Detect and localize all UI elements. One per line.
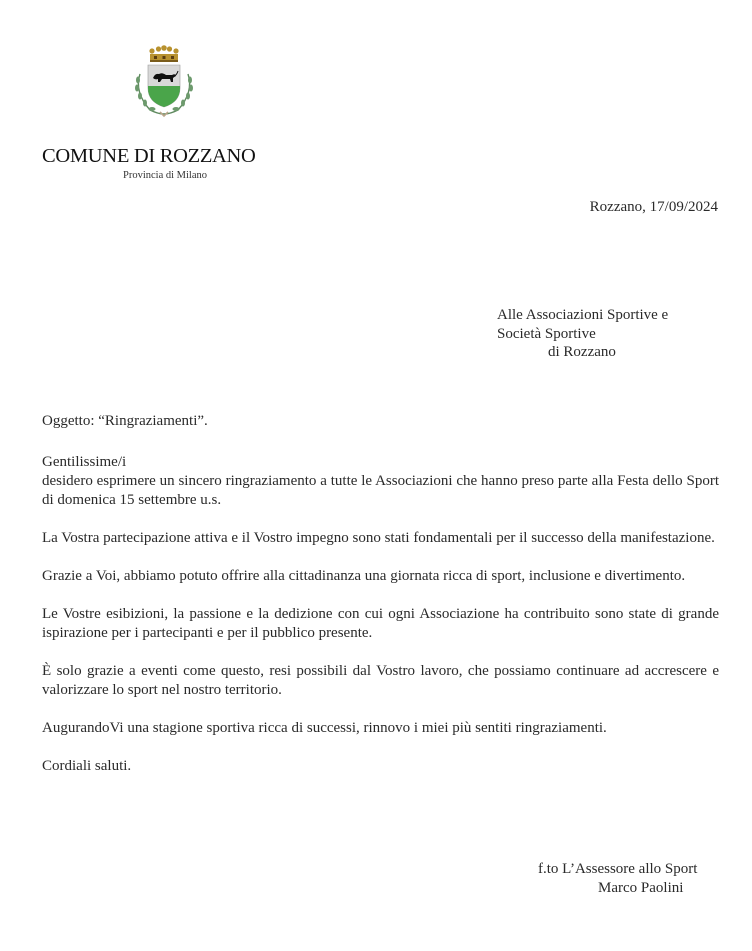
crown-icon — [149, 45, 178, 62]
recipient-line: Società Sportive — [497, 325, 596, 342]
closing: Cordiali saluti. — [42, 758, 132, 774]
recipient-line: Alle Associazioni Sportive e — [497, 307, 669, 323]
body-paragraph: Grazie a Voi, abbiamo potuto offrire alla cittadinanza una giornata ricca di sport, inclusione e divertimento. — [42, 568, 686, 584]
letter-body — [42, 453, 719, 795]
body-paragraph: È solo grazie a eventi come questo, resi possibili dal Vostro lavoro, che possiamo continuare ad accrescere e valorizzare lo sport nel nostro territorio. — [42, 663, 719, 698]
body-paragraph: Le Vostre esibizioni, la passione e la dedizione con cui ogni Associazione ha contribuito sono state di grande ispirazione per i partecipanti e per il pubblico presente. — [42, 606, 719, 641]
signature-name: Marco Paolini — [598, 880, 684, 896]
body-paragraph: AugurandoVi una stagione sportiva ricca di successi, rinnovo i miei più sentiti ringraziamenti. — [42, 720, 607, 736]
signature-title: f.to L’Assessore allo Sport — [538, 861, 698, 877]
organization-name: COMUNE DI ROZZANO — [42, 145, 256, 167]
body-paragraph: La Vostra partecipazione attiva e il Vostro impegno sono stati fondamentali per il successo della manifestazione. — [42, 530, 715, 546]
municipal-crest-icon — [124, 44, 204, 120]
body-paragraph: desidero esprimere un sincero ringraziamento a tutte le Associazioni che hanno preso parte alla Festa dello Sport di domenica 15 settembre u.s. — [42, 473, 719, 508]
organization-subtitle: Provincia di Milano — [123, 170, 207, 181]
place-and-date: Rozzano, 17/09/2024 — [589, 199, 718, 215]
letter-subject: Oggetto: “Ringraziamenti”. — [42, 413, 208, 429]
shield-icon — [148, 65, 180, 107]
recipient-line: di Rozzano — [548, 344, 616, 360]
recipient-block — [497, 306, 668, 362]
greeting: Gentilissime/i — [42, 454, 127, 470]
signature-block — [538, 860, 697, 898]
